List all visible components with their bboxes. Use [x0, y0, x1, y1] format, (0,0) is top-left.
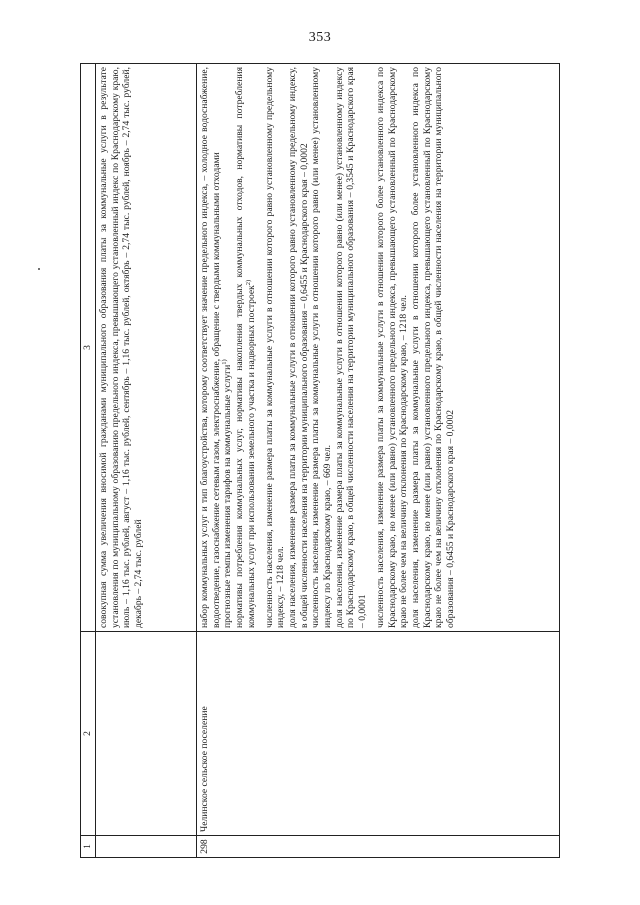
- cell-empty: [96, 632, 197, 836]
- detail-paragraph-text: доля населения, изменение размера платы за коммунальные услуги в отношении которого более установленного индекса по Краснодарскому краю, но менее (или равно) установленного предельного индекса, превышающего установленный по Краснодарскому краю не более чем на величину отклонения по Краснодарскому краю, в общей численности населения на территории муниципального образования – 0,6455 и Краснодарского края – 0,0002: [409, 67, 457, 628]
- continuation-paragraph: совокупная сумма увеличения вносимой гражданами муниципального образования платы за коммунальные услуги в результате установления по муниципальному образованию предельного индекса, превышающего установленный индекс по Краснодарскому краю, июль – 1,16 тыс. рублей, август – 1,16 тыс. рублей, сентябрь – 1,16 тыс. рублей, октябрь – 2,74 тыс. рублей, ноябрь – 2,74 тыс. рублей, декабрь – 2,74 тыс. рублей: [98, 67, 145, 628]
- header-col-3: 3: [81, 64, 96, 632]
- detail-paragraph-text: численность населения, изменение размера платы за коммунальные услуги в отношении которого более установленного индекса по Краснодарскому краю, но менее (или равно) установленного предельного индекса, превышающего установленный по Краснодарскому краю не более чем на величину отклонения по Краснодарскому краю, – 1218 чел.: [374, 67, 410, 628]
- detail-paragraph: [287, 67, 310, 628]
- detail-paragraph-text: набор коммунальных услуг и тип благоустройства, которому соответствует значение предельного индекса, – холодное водоснабжение, водоотведение, газоснабжение сетевым газом, электроснабжение, обращение с твердыми коммунальными отходами: [199, 67, 222, 628]
- detail-paragraph-text: численность населения, изменение размера платы за коммунальные услуги в отношении которого равно (или менее) установленному индексу по Краснодарскому краю, – 669 чел.: [310, 67, 334, 628]
- detail-paragraph: [199, 67, 222, 628]
- cell-continuation-text: [96, 64, 197, 632]
- footnote-marker: 1): [221, 359, 229, 365]
- detail-paragraph-text: численность населения, изменение размера платы за коммунальные услуги в отношении которого равно установленному предельному индексу, – 1218 чел.: [263, 67, 287, 628]
- rotated-table-wrapper: [80, 64, 560, 858]
- table-row-298: [197, 64, 560, 858]
- table-row-continuation: [96, 64, 197, 858]
- cell-empty: [96, 836, 197, 858]
- detail-paragraph: [310, 67, 333, 628]
- row-number: 298: [197, 836, 560, 858]
- footnote-marker: 2): [244, 279, 252, 286]
- row-details: [197, 64, 560, 632]
- page-number: 353: [308, 30, 332, 45]
- detail-paragraph: [334, 67, 369, 628]
- table-header-row: [81, 64, 96, 858]
- detail-paragraph-text: доля населения, изменение размера платы за коммунальные услуги в отношении которого равно (или менее) установленному индексу по Краснодарскому краю, в общей численности населения на территории муниципального образования – 0,3545 и Краснодарского края – 0,0001: [333, 67, 369, 628]
- header-col-1: 1: [81, 836, 96, 858]
- detail-paragraph: [234, 67, 257, 628]
- detail-paragraph-text: прогнозные темпы изменения тарифов на коммунальные услуги: [222, 364, 234, 628]
- detail-paragraph: [410, 67, 457, 628]
- rotated-table: [80, 64, 560, 858]
- detail-paragraph-text: нормативы потребления коммунальных услуг, нормативы накопления твердых коммунальных отходов, нормативы потребления коммунальных услуг при использовании земельного участка и надворных построек: [234, 67, 257, 628]
- detail-paragraph: [375, 67, 410, 628]
- scan-artifact-dot: [38, 268, 40, 270]
- detail-paragraph: [264, 67, 287, 628]
- header-col-2: 2: [81, 632, 96, 836]
- detail-paragraph: [222, 67, 234, 628]
- detail-paragraph-text: доля населения, изменение размера платы за коммунальные услуги в отношении которого равно установленному предельному индексу, в общей численности населения на территории муниципального образования – 0,6455 и Краснодарского края – 0,0002: [286, 67, 310, 628]
- utility-index-table: [80, 63, 560, 858]
- municipality-name: Челинское сельское поселение: [197, 632, 560, 836]
